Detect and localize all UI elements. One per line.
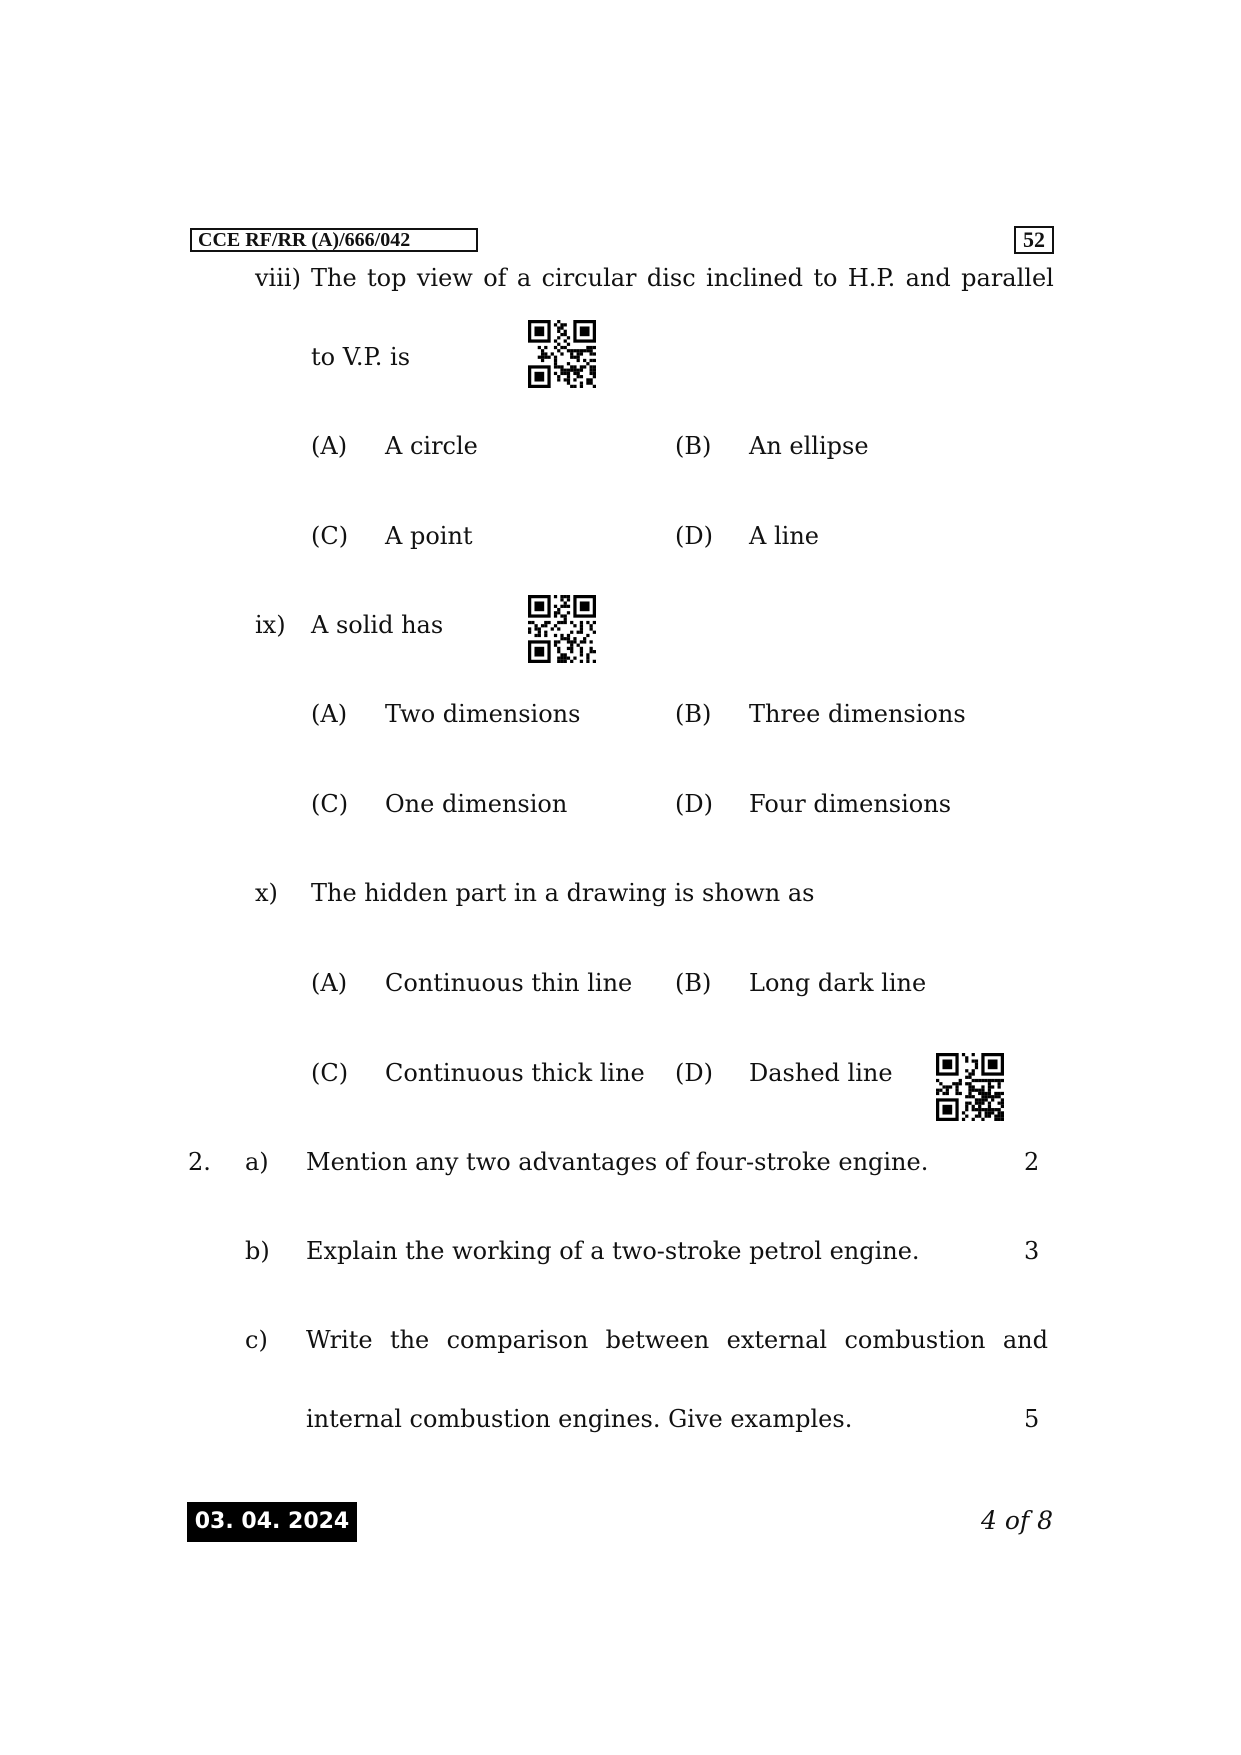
question-number: ix)	[255, 611, 286, 639]
word: and	[1002, 1326, 1048, 1354]
word: to	[813, 264, 838, 292]
word: combustion	[844, 1326, 986, 1354]
word: disc	[646, 264, 696, 292]
exam-date: 03. 04. 2024	[187, 1502, 357, 1542]
option-text: Two dimensions	[385, 700, 581, 728]
word: circular	[541, 264, 637, 292]
word: H.P.	[847, 264, 896, 292]
word: between	[605, 1326, 710, 1354]
question-number: viii)	[255, 264, 301, 292]
part-text-line: internal combustion engines. Give examples.	[306, 1405, 853, 1433]
word: external	[726, 1326, 828, 1354]
option-key: (A)	[311, 969, 348, 997]
page-of: 4 of 8	[980, 1506, 1053, 1535]
question-text-line	[311, 263, 1054, 293]
question-text: A solid has	[311, 611, 444, 639]
option-key: (A)	[311, 700, 348, 728]
option-text: Continuous thin line	[385, 969, 633, 997]
option-key: (B)	[675, 700, 712, 728]
option-key: (B)	[675, 432, 712, 460]
option-text: Long dark line	[749, 969, 927, 997]
part-text-line	[306, 1325, 1048, 1355]
option-text: Four dimensions	[749, 790, 952, 818]
word: of	[483, 264, 507, 292]
part-label: c)	[245, 1326, 268, 1354]
option-key: (C)	[311, 1059, 349, 1087]
option-key: (C)	[311, 522, 349, 550]
part-text: Mention any two advantages of four-stroke engine.	[306, 1148, 929, 1176]
part-text: Explain the working of a two-stroke petrol engine.	[306, 1237, 920, 1265]
word: and	[905, 264, 951, 292]
word: inclined	[706, 264, 803, 292]
page-number-box: 52	[1014, 226, 1054, 254]
question-number: x)	[255, 879, 278, 907]
word: parallel	[961, 264, 1054, 292]
option-key: (C)	[311, 790, 349, 818]
marks: 5	[1024, 1405, 1040, 1433]
option-key: (D)	[675, 790, 713, 818]
word: the	[389, 1326, 430, 1354]
part-label: b)	[245, 1237, 270, 1265]
qr-code-icon	[528, 595, 596, 663]
option-text: A line	[749, 522, 819, 550]
option-text: Three dimensions	[749, 700, 966, 728]
option-text: A circle	[385, 432, 478, 460]
word: view	[416, 264, 473, 292]
word: The	[311, 264, 357, 292]
option-text: One dimension	[385, 790, 568, 818]
marks: 3	[1024, 1237, 1040, 1265]
question-number: 2.	[188, 1148, 211, 1176]
option-key: (A)	[311, 432, 348, 460]
word: top	[367, 264, 407, 292]
word: a	[516, 264, 532, 292]
option-text: An ellipse	[749, 432, 869, 460]
option-key: (D)	[675, 522, 713, 550]
question-text-line: to V.P. is	[311, 343, 411, 371]
question-text: The hidden part in a drawing is shown as	[311, 879, 815, 907]
qr-code-icon	[936, 1053, 1004, 1121]
option-text: A point	[385, 522, 473, 550]
part-label: a)	[245, 1148, 269, 1176]
marks: 2	[1024, 1148, 1040, 1176]
word: comparison	[446, 1326, 589, 1354]
option-text: Continuous thick line	[385, 1059, 645, 1087]
option-key: (B)	[675, 969, 712, 997]
word: Write	[306, 1326, 373, 1354]
option-key: (D)	[675, 1059, 713, 1087]
option-text: Dashed line	[749, 1059, 893, 1087]
qr-code-icon	[528, 320, 596, 388]
paper-code: CCE RF/RR (A)/666/042	[190, 228, 478, 252]
